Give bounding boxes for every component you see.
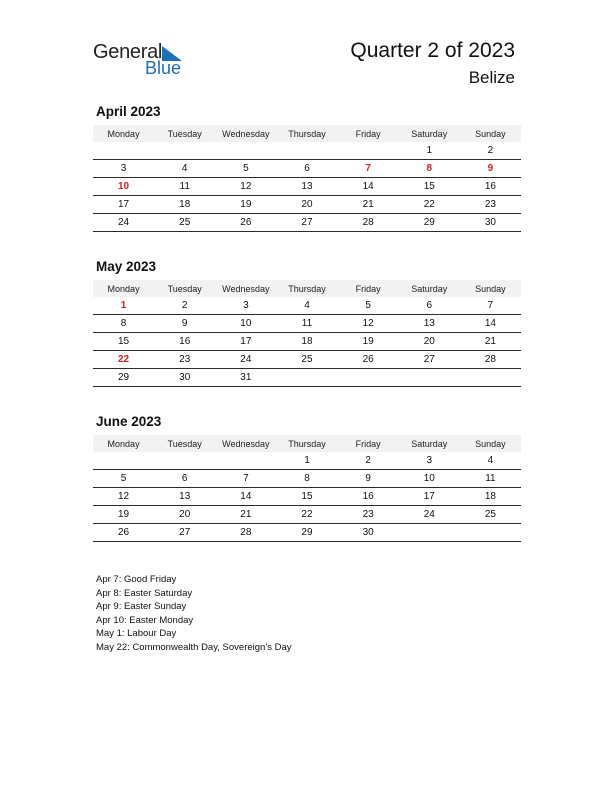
day-cell: 28 — [460, 351, 521, 369]
day-cell: 7 — [215, 470, 276, 488]
weekday-header: Monday — [93, 280, 154, 297]
day-cell: 22 — [399, 196, 460, 214]
empty-day-cell — [399, 369, 460, 387]
week-row — [93, 196, 521, 214]
day-cell: 21 — [460, 333, 521, 351]
day-cell: 22 — [276, 506, 337, 524]
weekday-header: Sunday — [460, 435, 521, 452]
country-name: Belize — [468, 68, 515, 87]
weekday-header: Monday — [93, 125, 154, 142]
weekday-header: Tuesday — [154, 435, 215, 452]
day-cell: 20 — [154, 506, 215, 524]
page-title: Quarter 2 of 2023 — [350, 39, 515, 62]
empty-day-cell — [276, 142, 337, 160]
day-cell: 15 — [399, 178, 460, 196]
weekday-header: Thursday — [276, 435, 337, 452]
day-cell: 2 — [154, 297, 215, 315]
day-cell: 19 — [215, 196, 276, 214]
empty-day-cell — [215, 452, 276, 470]
day-cell: 8 — [399, 160, 460, 178]
day-cell: 30 — [338, 524, 399, 542]
empty-day-cell — [93, 452, 154, 470]
week-row — [93, 214, 521, 232]
day-cell: 29 — [399, 214, 460, 232]
day-cell: 14 — [338, 178, 399, 196]
day-cell: 2 — [460, 142, 521, 160]
month-title: April 2023 — [96, 104, 161, 119]
day-cell: 9 — [460, 160, 521, 178]
weekday-header: Saturday — [399, 435, 460, 452]
day-cell: 7 — [338, 160, 399, 178]
day-cell: 12 — [338, 315, 399, 333]
week-row — [93, 178, 521, 196]
month-title: June 2023 — [96, 414, 162, 429]
weekday-header: Friday — [338, 280, 399, 297]
day-cell: 11 — [460, 470, 521, 488]
day-cell: 9 — [154, 315, 215, 333]
weekday-header: Thursday — [276, 125, 337, 142]
day-cell: 23 — [460, 196, 521, 214]
day-cell: 26 — [215, 214, 276, 232]
month-june — [93, 414, 521, 542]
weekday-header: Wednesday — [215, 280, 276, 297]
week-row — [93, 333, 521, 351]
day-cell: 28 — [215, 524, 276, 542]
weekday-header: Sunday — [460, 280, 521, 297]
day-cell: 18 — [154, 196, 215, 214]
day-cell: 24 — [399, 506, 460, 524]
holiday-note: Apr 7: Good Friday — [96, 574, 177, 585]
day-cell: 5 — [215, 160, 276, 178]
day-cell: 4 — [276, 297, 337, 315]
day-cell: 17 — [93, 196, 154, 214]
week-row — [93, 351, 521, 369]
weekday-header: Tuesday — [154, 125, 215, 142]
day-cell: 13 — [399, 315, 460, 333]
day-cell: 19 — [93, 506, 154, 524]
day-cell: 14 — [215, 488, 276, 506]
day-cell: 28 — [338, 214, 399, 232]
day-cell: 27 — [276, 214, 337, 232]
week-row — [93, 297, 521, 315]
day-cell: 29 — [276, 524, 337, 542]
week-row — [93, 470, 521, 488]
weekday-header: Monday — [93, 435, 154, 452]
day-cell: 15 — [93, 333, 154, 351]
day-cell: 24 — [93, 214, 154, 232]
weekday-header: Wednesday — [215, 435, 276, 452]
day-cell: 10 — [93, 178, 154, 196]
day-cell: 15 — [276, 488, 337, 506]
weekday-header: Friday — [338, 435, 399, 452]
day-cell: 9 — [338, 470, 399, 488]
holiday-note: May 1: Labour Day — [96, 628, 177, 639]
day-cell: 1 — [93, 297, 154, 315]
holiday-note: Apr 8: Easter Saturday — [96, 587, 193, 599]
holiday-note: May 22: Commonwealth Day, Sovereign’s Day — [96, 641, 292, 653]
day-cell: 11 — [276, 315, 337, 333]
empty-day-cell — [276, 369, 337, 387]
empty-day-cell — [215, 142, 276, 160]
day-cell: 31 — [215, 369, 276, 387]
day-cell: 12 — [93, 488, 154, 506]
weekday-header-row — [93, 435, 521, 452]
empty-day-cell — [154, 452, 215, 470]
day-cell: 27 — [154, 524, 215, 542]
weekday-header: Wednesday — [215, 125, 276, 142]
empty-day-cell — [338, 369, 399, 387]
day-cell: 12 — [215, 178, 276, 196]
weekday-header-row — [93, 125, 521, 142]
empty-day-cell — [338, 142, 399, 160]
day-cell: 21 — [338, 196, 399, 214]
day-cell: 16 — [338, 488, 399, 506]
day-cell: 10 — [215, 315, 276, 333]
weekday-header: Thursday — [276, 280, 337, 297]
day-cell: 25 — [460, 506, 521, 524]
logo-blue-text: Blue — [145, 58, 182, 78]
week-row — [93, 524, 521, 542]
week-row — [93, 315, 521, 333]
day-cell: 14 — [460, 315, 521, 333]
empty-day-cell — [460, 369, 521, 387]
day-cell: 6 — [276, 160, 337, 178]
day-cell: 23 — [154, 351, 215, 369]
day-cell: 26 — [338, 351, 399, 369]
day-cell: 21 — [215, 506, 276, 524]
month-april — [93, 104, 521, 232]
week-row — [93, 506, 521, 524]
day-cell: 20 — [399, 333, 460, 351]
weekday-header: Tuesday — [154, 280, 215, 297]
day-cell: 5 — [93, 470, 154, 488]
day-cell: 29 — [93, 369, 154, 387]
day-cell: 10 — [399, 470, 460, 488]
logo-general-text: General — [93, 41, 163, 63]
empty-day-cell — [93, 142, 154, 160]
holiday-notes — [96, 573, 292, 654]
holiday-note: Apr 9: Easter Sunday — [96, 601, 187, 612]
day-cell: 3 — [215, 297, 276, 315]
day-cell: 5 — [338, 297, 399, 315]
day-cell: 3 — [93, 160, 154, 178]
calendar-table — [93, 280, 521, 387]
day-cell: 13 — [276, 178, 337, 196]
calendar-table — [93, 125, 521, 232]
day-cell: 2 — [338, 452, 399, 470]
day-cell: 13 — [154, 488, 215, 506]
day-cell: 25 — [154, 214, 215, 232]
day-cell: 6 — [399, 297, 460, 315]
day-cell: 16 — [154, 333, 215, 351]
empty-day-cell — [399, 524, 460, 542]
day-cell: 23 — [338, 506, 399, 524]
calendar-table — [93, 435, 521, 542]
day-cell: 1 — [276, 452, 337, 470]
day-cell: 11 — [154, 178, 215, 196]
day-cell: 20 — [276, 196, 337, 214]
weekday-header: Friday — [338, 125, 399, 142]
day-cell: 18 — [276, 333, 337, 351]
logo — [93, 41, 193, 79]
day-cell: 17 — [399, 488, 460, 506]
week-row — [93, 452, 521, 470]
month-may — [93, 259, 521, 387]
week-row — [93, 160, 521, 178]
day-cell: 4 — [460, 452, 521, 470]
month-title: May 2023 — [96, 259, 157, 274]
day-cell: 24 — [215, 351, 276, 369]
day-cell: 30 — [154, 369, 215, 387]
day-cell: 17 — [215, 333, 276, 351]
week-row — [93, 488, 521, 506]
week-row — [93, 369, 521, 387]
day-cell: 8 — [93, 315, 154, 333]
empty-day-cell — [460, 524, 521, 542]
day-cell: 3 — [399, 452, 460, 470]
day-cell: 4 — [154, 160, 215, 178]
day-cell: 19 — [338, 333, 399, 351]
weekday-header: Saturday — [399, 280, 460, 297]
empty-day-cell — [154, 142, 215, 160]
weekday-header-row — [93, 280, 521, 297]
holiday-note: Apr 10: Easter Monday — [96, 614, 194, 626]
day-cell: 26 — [93, 524, 154, 542]
day-cell: 7 — [460, 297, 521, 315]
day-cell: 1 — [399, 142, 460, 160]
day-cell: 6 — [154, 470, 215, 488]
day-cell: 30 — [460, 214, 521, 232]
weekday-header: Sunday — [460, 125, 521, 142]
day-cell: 25 — [276, 351, 337, 369]
day-cell: 16 — [460, 178, 521, 196]
day-cell: 22 — [93, 351, 154, 369]
weekday-header: Saturday — [399, 125, 460, 142]
day-cell: 8 — [276, 470, 337, 488]
day-cell: 27 — [399, 351, 460, 369]
week-row — [93, 142, 521, 160]
day-cell: 18 — [460, 488, 521, 506]
